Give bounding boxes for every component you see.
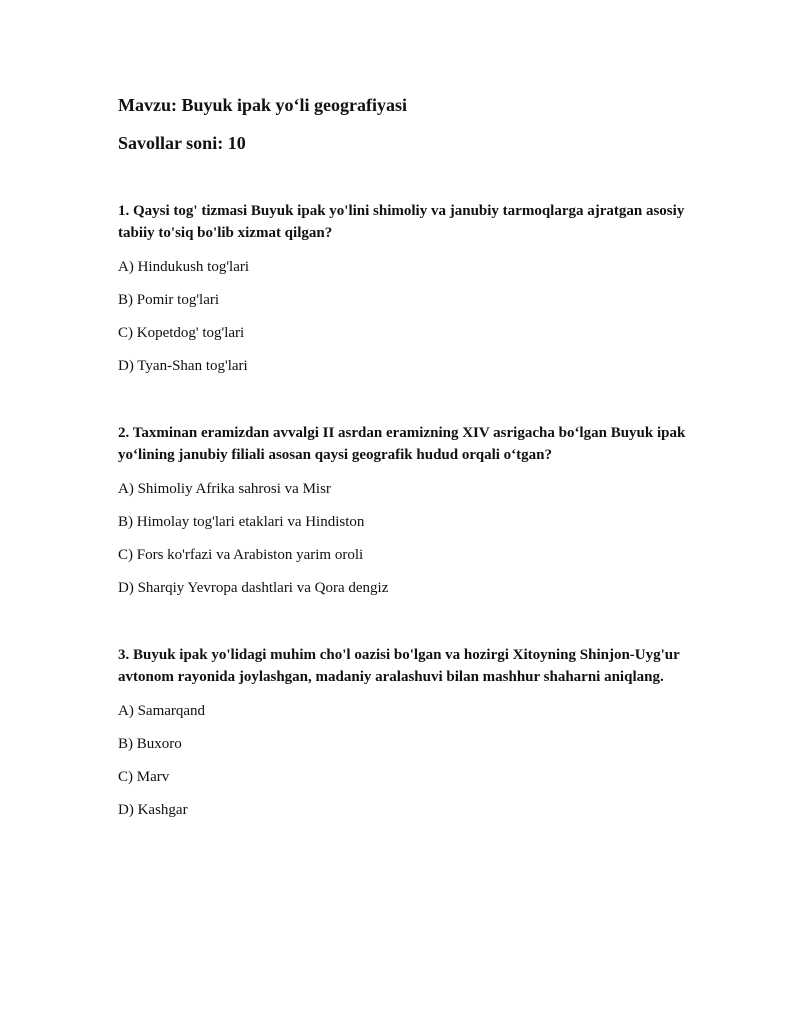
question-1-option-c[interactable]: C) Kopetdog' tog'lari: [118, 325, 245, 341]
question-3-option-a[interactable]: A) Samarqand: [118, 703, 206, 719]
question-2: [118, 422, 690, 598]
question-3-text: 3. Buyuk ipak yo'lidagi muhim cho'l oazisi bo'lgan va hozirgi Xitoyning Shinjon-Uyg'ur avtonom rayonida joylashgan, madaniy aralashuvi bilan mashhur shaharni aniqlang.: [118, 647, 680, 685]
question-3-option-d[interactable]: D) Kashgar: [118, 802, 188, 818]
question-3-option-b[interactable]: B) Buxoro: [118, 736, 182, 752]
question-2-option-c[interactable]: C) Fors ko'rfazi va Arabiston yarim oroli: [118, 547, 364, 563]
question-1-option-a[interactable]: A) Hindukush tog'lari: [118, 259, 250, 275]
document-title: Mavzu: Buyuk ipak yo‘li geografiyasi: [118, 95, 408, 115]
document-page: [118, 93, 690, 820]
question-1: [118, 200, 690, 376]
question-2-option-b[interactable]: B) Himolay tog'lari etaklari va Hindiston: [118, 514, 365, 530]
question-2-option-a[interactable]: A) Shimoliy Afrika sahrosi va Misr: [118, 481, 331, 497]
question-2-text: 2. Taxminan eramizdan avvalgi II asrdan eramizning XIV asrigacha bo‘lgan Buyuk ipak yo‘lining janubiy filiali asosan qaysi geografik hudud orqali o‘tgan?: [118, 425, 686, 463]
question-1-text: 1. Qaysi tog' tizmasi Buyuk ipak yo'lini shimoliy va janubiy tarmoqlarga ajratgan asosiy tabiiy to'siq bo'lib xizmat qilgan?: [118, 203, 685, 241]
question-2-option-d[interactable]: D) Sharqiy Yevropa dashtlari va Qora dengiz: [118, 580, 389, 596]
question-1-option-d[interactable]: D) Tyan-Shan tog'lari: [118, 358, 248, 374]
question-count: Savollar soni: 10: [118, 133, 246, 153]
question-1-option-b[interactable]: B) Pomir tog'lari: [118, 292, 220, 308]
question-3-option-c[interactable]: C) Marv: [118, 769, 170, 785]
question-3: [118, 644, 690, 820]
